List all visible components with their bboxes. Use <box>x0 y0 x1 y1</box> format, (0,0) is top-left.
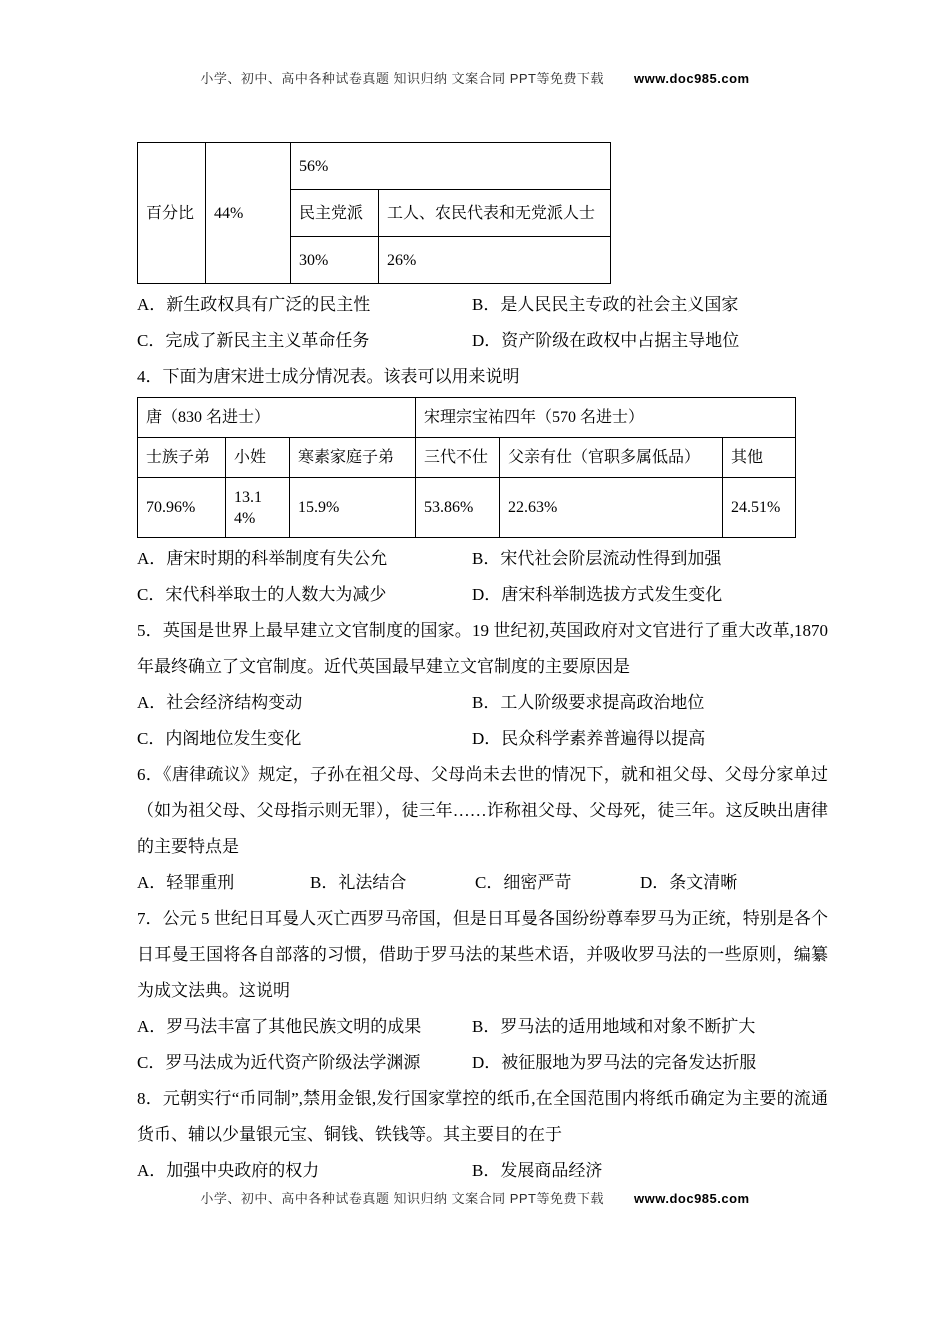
page-content <box>137 140 828 1189</box>
q8-option-a: A．加强中央政府的权力 <box>137 1161 320 1180</box>
q4-option-c: C．宋代科举取士的人数大为减少 <box>137 585 387 604</box>
q6-option-d: D．条文清晰 <box>640 873 738 892</box>
q6-option-b: B．礼法结合 <box>310 873 407 892</box>
q4-options-row-ab <box>137 541 828 577</box>
page-header <box>0 68 950 87</box>
value-cell: 15.9% <box>290 478 416 538</box>
q3-options-row-cd <box>137 323 828 359</box>
q3-option-d: D．资产阶级在政权中占据主导地位 <box>472 331 740 350</box>
q4-option-b: B．宋代社会阶层流动性得到加强 <box>472 549 722 568</box>
workers-peasants-cell: 工人、农民代表和无党派人士 <box>379 190 611 237</box>
q4-stem: 4．下面为唐宋进士成分情况表。该表可以用来说明 <box>137 367 520 386</box>
q3-option-a: A．新生政权具有广泛的民主性 <box>137 295 371 314</box>
q3-option-b: B．是人民民主专政的社会主义国家 <box>472 295 739 314</box>
value-cell: 53.86% <box>416 478 500 538</box>
value-cell: 13.14% <box>226 478 290 538</box>
q5-options-row-ab <box>137 685 828 721</box>
percentage-30-cell: 30% <box>291 237 379 284</box>
q5-option-c: C．内阁地位发生变化 <box>137 729 302 748</box>
song-group-cell: 宋理宗宝祐四年（570 名进士） <box>416 398 796 438</box>
q3-option-c: C．完成了新民主主义革命任务 <box>137 331 370 350</box>
q7-option-a: A．罗马法丰富了其他民族文明的成果 <box>137 1017 422 1036</box>
q4-option-d: D．唐宋科举制选拔方式发生变化 <box>472 585 723 604</box>
col-header-cell: 三代不仕 <box>416 438 500 478</box>
percentage-label-cell: 百分比 <box>138 143 206 284</box>
table-row <box>138 143 611 190</box>
q5-stem: 5．英国是世界上最早建立文官制度的国家。19 世纪初,英国政府对文官进行了重大改革,1870 年最终确立了文官制度。近代英国最早建立文官制度的主要原因是 <box>137 621 828 676</box>
q8-stem: 8．元朝实行“币同制”,禁用金银,发行国家掌控的纸币,在全国范围内将纸币确定为主要的流通货币、辅以少量银元宝、铜钱、铁钱等。其主要目的在于 <box>137 1089 828 1144</box>
col-header-cell: 寒素家庭子弟 <box>290 438 416 478</box>
percentage-56-cell: 56% <box>291 143 611 190</box>
col-header-cell: 父亲有仕（官职多属低品） <box>500 438 723 478</box>
value-cell: 70.96% <box>138 478 226 538</box>
q5-options-row-cd <box>137 721 828 757</box>
q7-option-b: B．罗马法的适用地域和对象不断扩大 <box>472 1017 756 1036</box>
table-row <box>138 478 796 538</box>
q7-option-d: D．被征服地为罗马法的完备发达折服 <box>472 1053 757 1072</box>
footer-text: 小学、初中、高中各种试卷真题 知识归纳 文案合同 PPT等免费下载 <box>200 1191 604 1206</box>
q8-options-row-ab <box>137 1153 828 1189</box>
col-header-cell: 士族子弟 <box>138 438 226 478</box>
q7-options-row-ab <box>137 1009 828 1045</box>
q5-option-b: B．工人阶级要求提高政治地位 <box>472 693 705 712</box>
percentage-26-cell: 26% <box>379 237 611 284</box>
q7-option-c: C．罗马法成为近代资产阶级法学渊源 <box>137 1053 421 1072</box>
q8-option-b: B．发展商品经济 <box>472 1161 603 1180</box>
table-row <box>138 398 796 438</box>
q6-option-c: C．细密严苛 <box>475 873 572 892</box>
col-header-cell: 小姓 <box>226 438 290 478</box>
q6-stem: 6．《唐律疏议》规定，子孙在祖父母、父母尚未去世的情况下，就和祖父母、父母分家单过（如为祖父母、父母指示则无罪），徒三年……诈称祖父母、父母死，徒三年。这反映出唐律的主要特点是 <box>137 765 828 856</box>
q3-options-row-ab <box>137 287 828 323</box>
value-cell: 24.51% <box>723 478 796 538</box>
col-header-cell: 其他 <box>723 438 796 478</box>
page-footer <box>0 1188 950 1207</box>
percentage-table <box>137 142 611 284</box>
q7-stem: 7．公元 5 世纪日耳曼人灭亡西罗马帝国，但是日耳曼各国纷纷尊奉罗马为正统，特别是各个日耳曼王国将各自部落的习惯，借助于罗马法的某些术语，并吸收罗马法的一些原则，编纂为成文法典。这说明 <box>137 909 828 1000</box>
democratic-parties-cell: 民主党派 <box>291 190 379 237</box>
q5-option-d: D．民众科学素养普遍得以提高 <box>472 729 706 748</box>
footer-url: www.doc985.com <box>634 1191 750 1206</box>
tang-group-cell: 唐（830 名进士） <box>138 398 416 438</box>
q7-options-row-cd <box>137 1045 828 1081</box>
q6-option-a: A．轻罪重刑 <box>137 873 235 892</box>
value-cell: 22.63% <box>500 478 723 538</box>
q4-option-a: A．唐宋时期的科举制度有失公允 <box>137 549 388 568</box>
jinshi-composition-table <box>137 397 796 538</box>
table-row <box>138 438 796 478</box>
q6-options-row <box>137 865 828 901</box>
percentage-44-cell: 44% <box>206 143 291 284</box>
header-url: www.doc985.com <box>634 71 750 86</box>
q4-options-row-cd <box>137 577 828 613</box>
q5-option-a: A．社会经济结构变动 <box>137 693 303 712</box>
header-text: 小学、初中、高中各种试卷真题 知识归纳 文案合同 PPT等免费下载 <box>200 71 604 86</box>
